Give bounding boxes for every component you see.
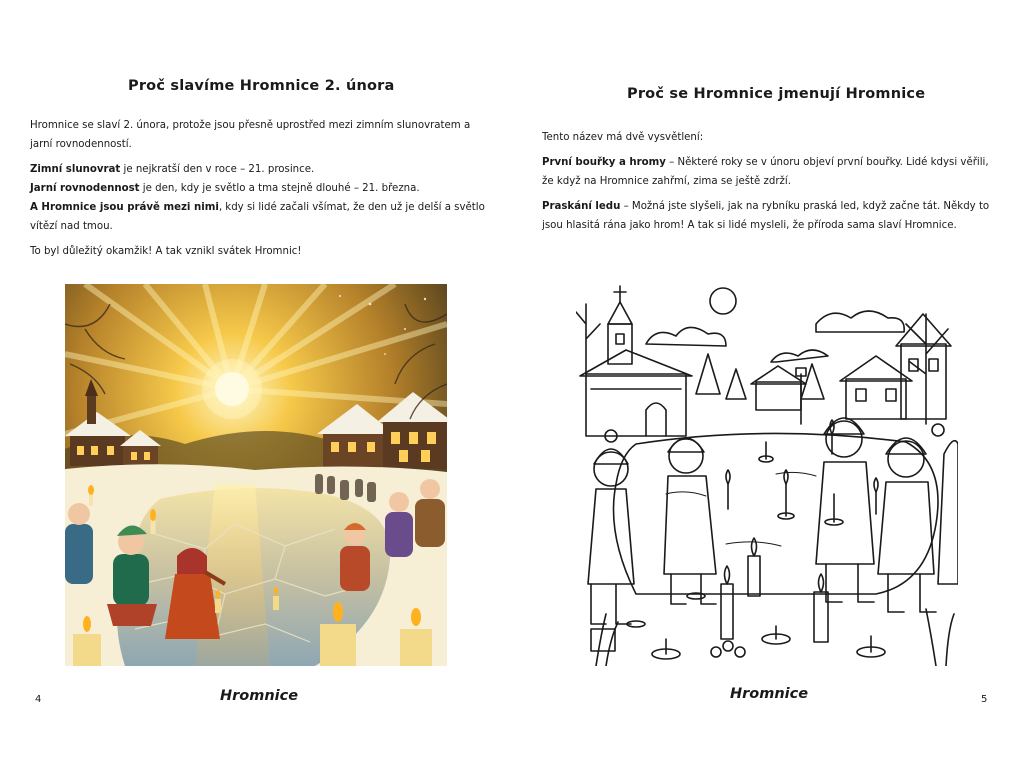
equinox-text: je den, kdy je světlo a tma stejně dlouhé – 21. března. xyxy=(139,183,420,194)
solstice-equinox-paragraph xyxy=(30,160,485,236)
right-page-body xyxy=(542,128,997,241)
solstice-text: je nejkratší den v roce – 21. prosince. xyxy=(120,164,315,175)
middle-term: A Hromnice jsou právě mezi nimi xyxy=(30,202,219,213)
middle-text: , kdy si lidé začali všímat, že den už je delší a světlo vítězí nad tmou. xyxy=(30,202,485,232)
left-page-number: 4 xyxy=(35,694,42,705)
coloring-page-illustration xyxy=(576,284,958,666)
ice-term: Praskání ledu xyxy=(542,201,621,212)
storms-text: – Některé roky se v únoru objeví první bouřky. Lidé kdysi věřili, že když na Hromnice zahřmí, zima se ještě zdrží. xyxy=(542,157,989,187)
sun-over-pond-illustration xyxy=(65,284,447,666)
ice-paragraph xyxy=(542,197,997,235)
storms-term: První bouřky a hromy xyxy=(542,157,666,168)
solstice-line xyxy=(30,164,314,175)
storms-paragraph xyxy=(542,153,997,191)
solstice-term: Zimní slunovrat xyxy=(30,164,121,175)
intro-paragraph: Hromnice se slaví 2. února, protože jsou přesně uprostřed mezi zimním slunovratem a jarní rovnodenností. xyxy=(30,120,471,150)
right-page-number: 5 xyxy=(981,694,988,705)
left-page-body xyxy=(30,116,485,267)
equinox-line xyxy=(30,183,420,194)
right-page-title: Proč se Hromnice jmenují Hromnice xyxy=(627,86,926,102)
equinox-term: Jarní rovnodennost xyxy=(30,183,140,194)
ice-text: – Možná jste slyšeli, jak na rybníku praská led, když začne tát. Někdy to jsou hlasitá rána jako hrom! A tak si lidé mysleli, že příroda sama slaví Hromnice. xyxy=(542,201,990,231)
right-intro-paragraph: Tento název má dvě vysvětlení: xyxy=(542,132,704,143)
left-footer-title: Hromnice xyxy=(220,688,299,704)
middle-line xyxy=(30,202,485,232)
right-footer-title: Hromnice xyxy=(730,686,809,702)
conclusion-paragraph: To byl důležitý okamžik! A tak vznikl svátek Hromnic! xyxy=(30,246,302,257)
left-page-title: Proč slavíme Hromnice 2. února xyxy=(128,78,395,94)
right-page xyxy=(512,0,1024,768)
